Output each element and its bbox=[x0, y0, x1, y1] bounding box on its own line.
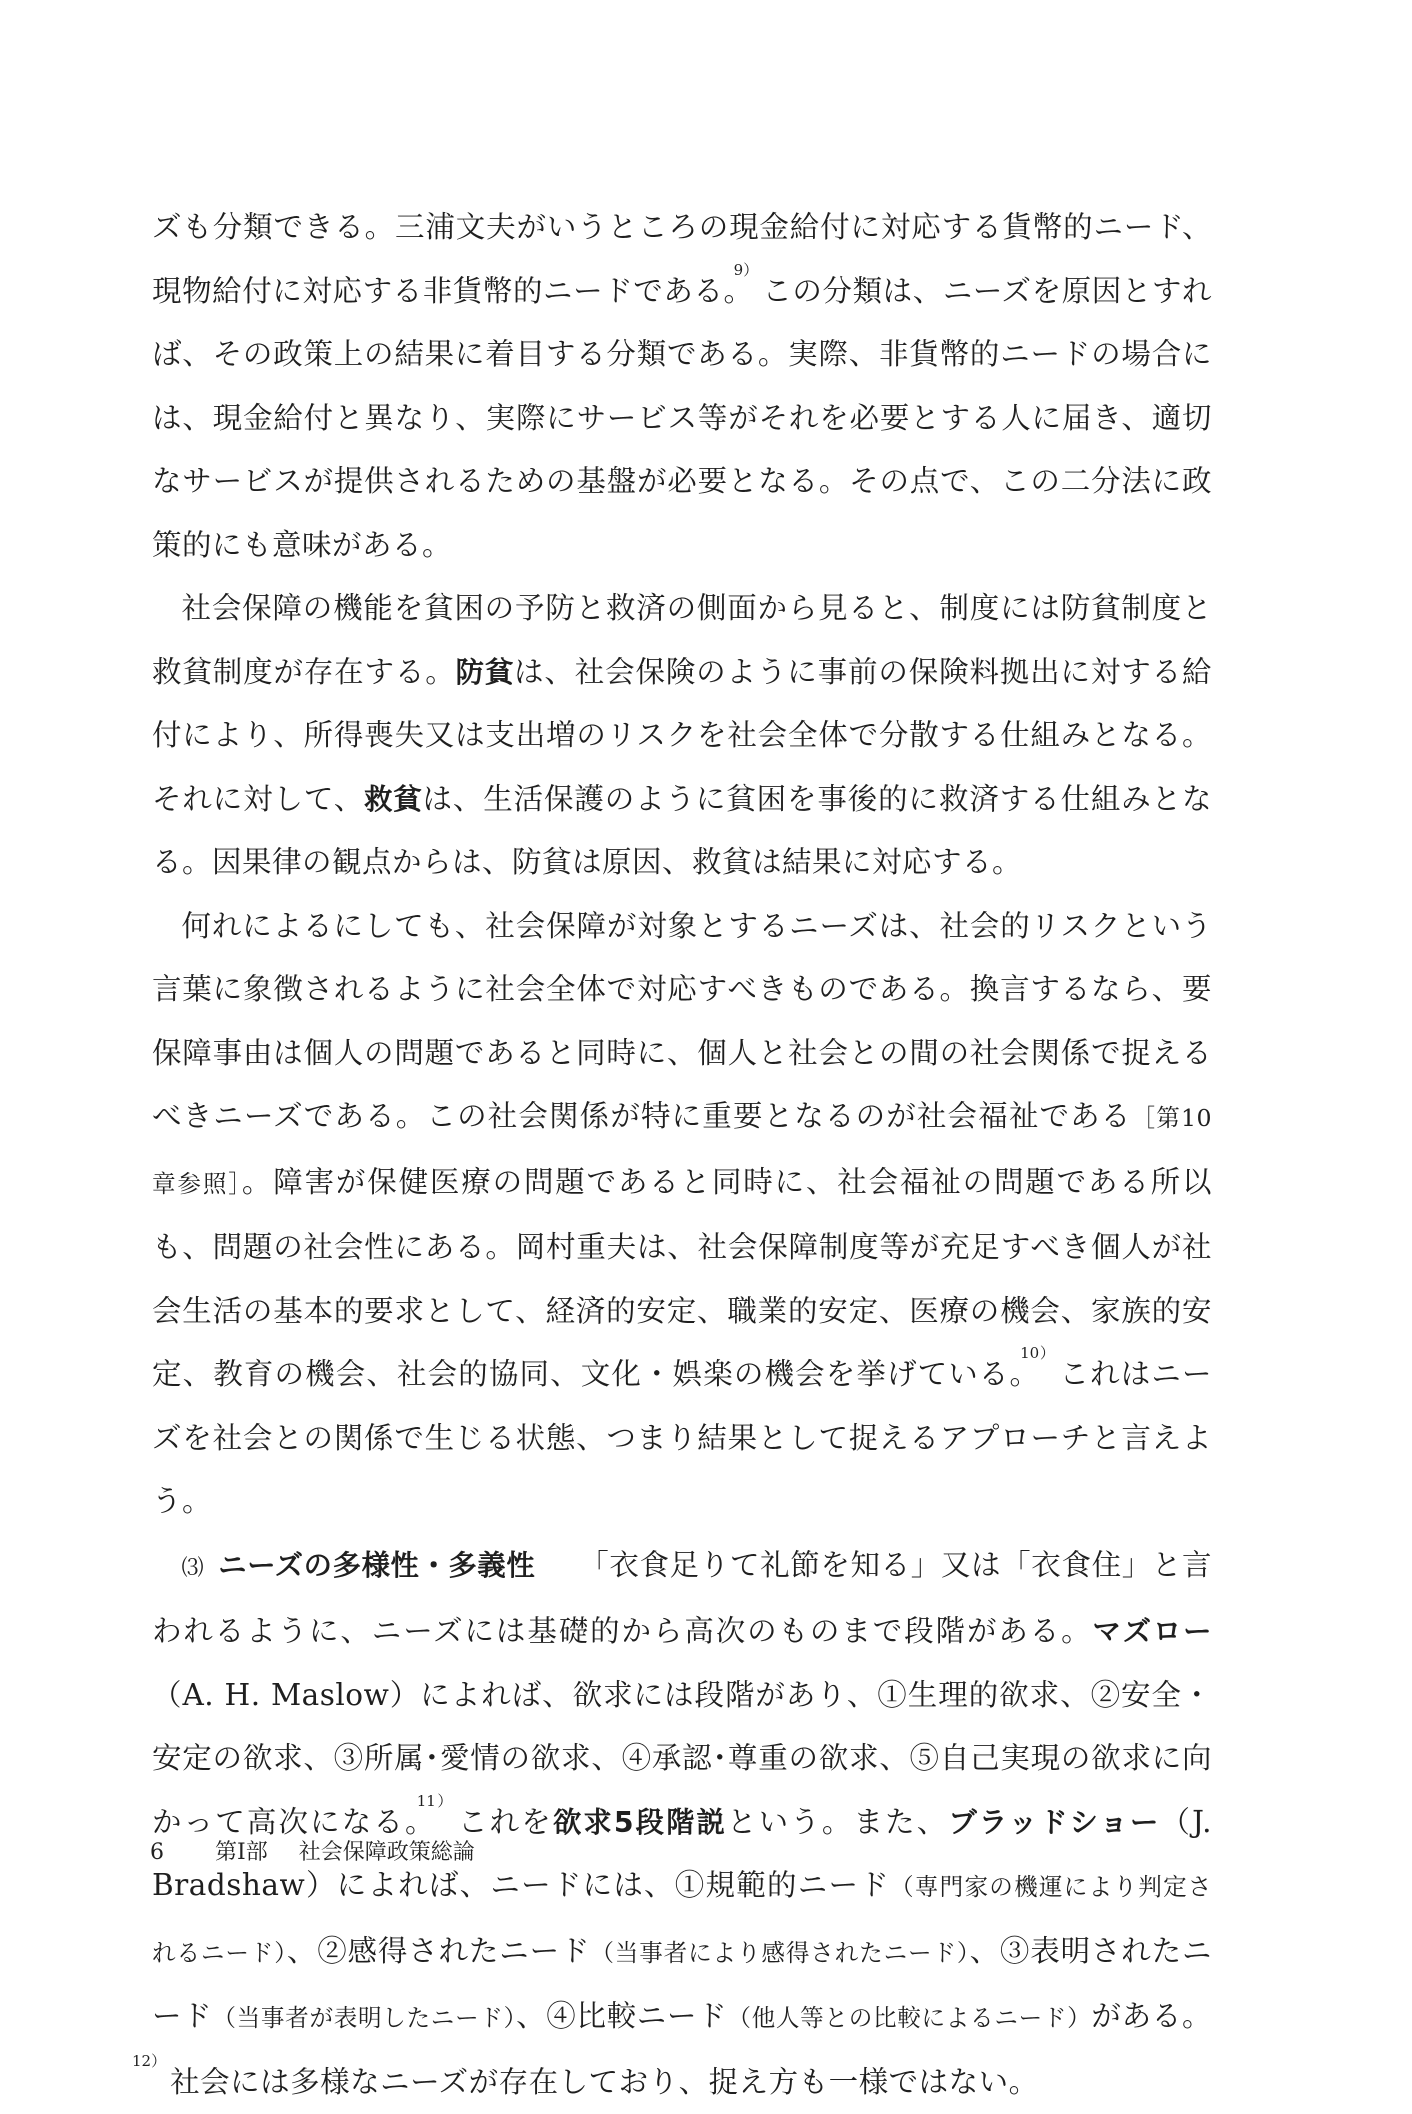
bradshaw-name: （J. Bradshaw） bbox=[152, 1805, 1212, 1903]
page-footer bbox=[150, 1835, 475, 1866]
chapter-reference: ［第10章参照］ bbox=[152, 1104, 1212, 1198]
note-comparative: （他人等との比較によるニード） bbox=[727, 2004, 1091, 2032]
paragraph-2 bbox=[152, 577, 1212, 895]
p4-text-g: 、③表明されたニード bbox=[152, 1934, 1212, 2034]
p4-text-d: という。また、 bbox=[727, 1805, 948, 1839]
p3-text-c: これはニーズを社会との関係で生じる状態、つまり結果として捉えるアプローチと言えよう。 bbox=[152, 1357, 1212, 1518]
footnote-ref-12[interactable]: 12） bbox=[132, 2052, 166, 2070]
note-felt: （当事者により感得されたニード） bbox=[590, 1939, 969, 1967]
term-maslow: マズロー bbox=[1093, 1615, 1212, 1648]
note-normative: （専門家の機運により判定されるニード） bbox=[152, 1873, 1212, 1967]
paragraph-3 bbox=[152, 895, 1212, 1534]
p2-text-a: 社会保障の機能を貧困の予防と救済の側面から見ると、制度には防貧制度と救貧制度が存在する。 bbox=[152, 591, 1212, 689]
p4-text-f: 、②感得されたニード bbox=[287, 1934, 590, 1968]
part-label: 第Ⅰ部 bbox=[215, 1840, 268, 1865]
part-title: 社会保障政策総論 bbox=[299, 1840, 475, 1865]
p2-text-c: は、生活保護のように貧困を事後的に救済する仕組みとなる。因果律の観点からは、防貧は原因、救貧は結果に対応する。 bbox=[152, 782, 1212, 880]
p2-text-b: は、社会保険のように事前の保険料拠出に対する給付により、所得喪失又は支出増のリスクを社会全体で分散する仕組みとなる。それに対して、 bbox=[152, 655, 1212, 816]
term-kyuhin: 救貧 bbox=[364, 783, 422, 816]
p4-text-j: 社会には多様なニーズが存在しており、捉え方も一様ではない。 bbox=[170, 2065, 1039, 2099]
p4-text-e: によれば、ニードには、①規範的ニード bbox=[337, 1868, 890, 1902]
footnote-ref-10[interactable]: 10） bbox=[1020, 1344, 1055, 1362]
footnote-ref-11[interactable]: 11） bbox=[417, 1792, 454, 1810]
term-bradshaw: ブラッドショー bbox=[948, 1806, 1160, 1839]
p3-text-b: 。障害が保健医療の問題であると同時に、社会福祉の問題である所以も、問題の社会性にある。岡村重夫は、社会保障制度等が充足すべき個人が社会生活の基本的要求として、経済的安定、職業的安定、医療の機会、家族的安定、教育の機会、社会的協同、文化・娯楽の機会を挙げている。 bbox=[152, 1165, 1212, 1392]
term-bohin: 防貧 bbox=[456, 656, 514, 689]
p4-text-a: 「衣食足りて礼節を知る」又は「衣食住」と言われるように、ニーズには基礎的から高次のものまで段階がある。 bbox=[152, 1548, 1212, 1649]
p4-text-i: がある。 bbox=[1091, 1999, 1212, 2033]
footnote-ref-9[interactable]: 9） bbox=[734, 261, 759, 279]
p4-text-c: これを bbox=[458, 1805, 553, 1839]
p4-text-b: によれば、欲求には段階があり、①生理的欲求、②安全・安定の欲求、③所属･愛情の欲求、④承認･尊重の欲求、⑤自己実現の欲求に向かって高次になる。 bbox=[152, 1678, 1212, 1839]
term-five-stage-theory: 欲求5段階説 bbox=[553, 1806, 727, 1839]
section-number: ⑶ bbox=[182, 1555, 205, 1581]
maslow-name: （A. H. Maslow） bbox=[152, 1678, 420, 1712]
page-number: 6 bbox=[150, 1840, 164, 1865]
section-title: ニーズの多様性・多義性 bbox=[218, 1549, 535, 1582]
note-expressed: （当事者が表明したニード） bbox=[212, 2004, 516, 2032]
p1-text-b: この分類は、ニーズを原因とすれば、その政策上の結果に着目する分類である。実際、非貨幣的ニードの場合には、現金給付と異なり、実際にサービス等がそれを必要とする人に届き、適切なサービスが提供されるための基盤が必要となる。その点で、この二分法に政策的にも意味がある。 bbox=[152, 274, 1212, 562]
body-text bbox=[152, 196, 1212, 2114]
p1-text-a: ズも分類できる。三浦文夫がいうところの現金給付に対応する貨幣的ニード、現物給付に対応する非貨幣的ニードである。 bbox=[152, 210, 1212, 308]
p4-text-h: 、④比較ニード bbox=[516, 1999, 727, 2033]
p3-text-a: 何れによるにしても、社会保障が対象とするニーズは、社会的リスクという言葉に象徴されるように社会全体で対応すべきものである。換言するなら、要保障事由は個人の問題であると同時に、個人と社会との間の社会関係で捉えるべきニーズである。この社会関係が特に重要となるのが社会福祉である bbox=[152, 909, 1212, 1134]
paragraph-1 bbox=[152, 196, 1212, 577]
paragraph-4 bbox=[152, 1534, 1212, 2114]
